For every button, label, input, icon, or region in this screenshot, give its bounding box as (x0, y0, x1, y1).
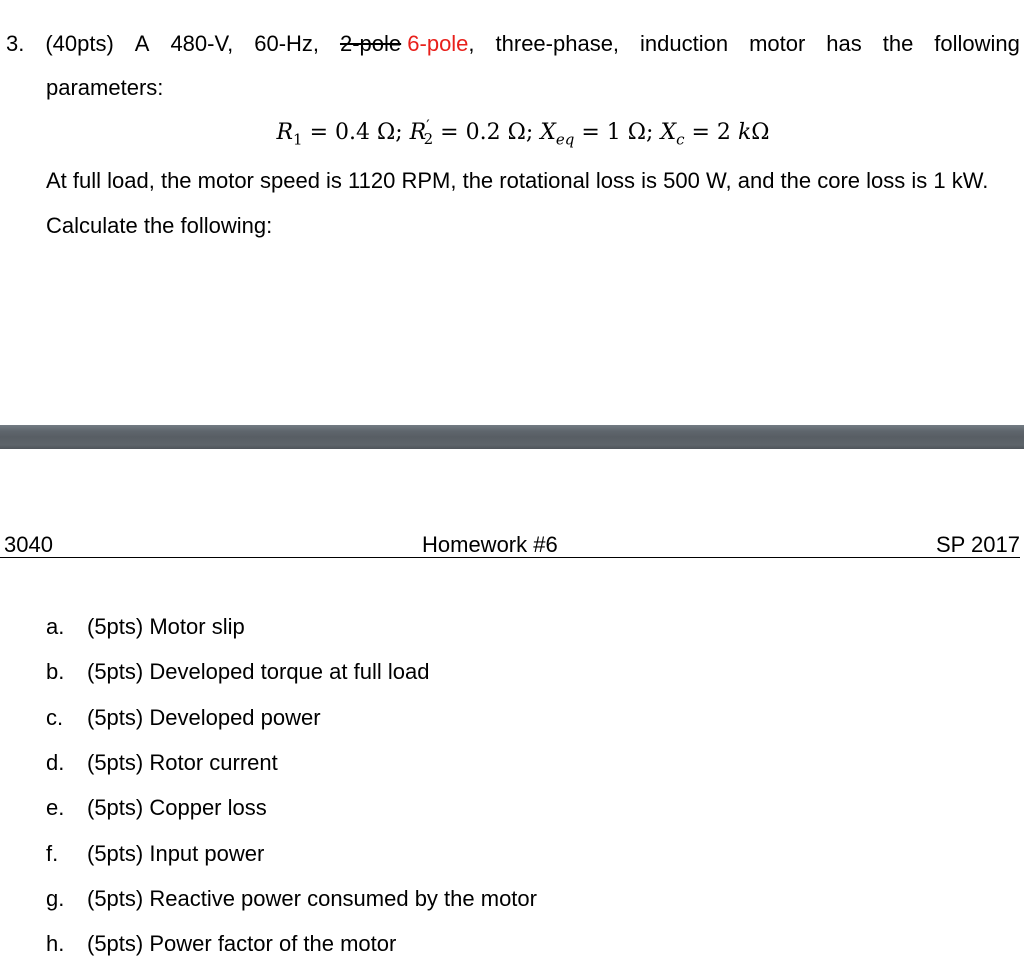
word: 60-Hz, (254, 31, 320, 56)
page-separator (0, 425, 1024, 449)
question-text: (5pts) Input power (87, 841, 265, 866)
r2-prime: ′ (426, 116, 430, 135)
question-text: (5pts) Power factor of the motor (87, 931, 397, 956)
problem-number: 3. (6, 31, 25, 56)
comma: , (468, 31, 475, 56)
word: induction (640, 31, 729, 56)
problem-statement-line (6, 30, 1020, 58)
r1-value: = 0.4 Ω; (302, 120, 410, 145)
xc-symbol: X (660, 120, 677, 145)
xc-subscript: c (676, 130, 685, 149)
problem-points: (40pts) (45, 31, 114, 56)
xeq-value: = 1 Ω; (574, 120, 661, 145)
parameters-label: parameters: (46, 75, 164, 100)
r2-value: = 0.2 Ω; (433, 120, 541, 145)
question-letter: a. (46, 614, 65, 639)
xeq-symbol: X (540, 120, 556, 145)
question-letter: b. (46, 659, 65, 684)
word: following (934, 31, 1020, 56)
calculate-prompt: Calculate the following: (46, 213, 273, 238)
replacement-pole-text: 6-pole (407, 31, 469, 56)
xc-value: = 2 (684, 120, 738, 145)
page-header (0, 533, 1020, 558)
question-letter: f. (46, 841, 59, 866)
xeq-subscript: eq (555, 130, 575, 149)
question-letter: h. (46, 931, 65, 956)
word: has (826, 31, 862, 56)
course-number: 3040 (4, 532, 53, 557)
word: three-phase, (495, 31, 620, 56)
struck-pole-text: 2-pole (339, 31, 402, 56)
word: motor (749, 31, 806, 56)
question-letter: g. (46, 886, 65, 911)
word: A (134, 31, 150, 56)
question-text: (5pts) Motor slip (87, 614, 245, 639)
word: 480-V, (170, 31, 234, 56)
word: the (882, 31, 914, 56)
question-text: (5pts) Rotor current (87, 750, 278, 775)
question-text: (5pts) Copper loss (87, 795, 267, 820)
parameter-equation (0, 118, 1024, 148)
r2-subscript: 2 (423, 130, 434, 149)
full-load-statement: At full load, the motor speed is 1120 RPM, the rotational loss is 500 W, and the core loss is 1 kW. (46, 168, 989, 193)
xc-kilo: k (737, 120, 752, 145)
r1-subscript: 1 (293, 130, 303, 149)
question-letter: e. (46, 795, 65, 820)
question-text: (5pts) Developed power (87, 705, 321, 730)
question-text: (5pts) Reactive power consumed by the motor (87, 886, 537, 911)
r2-symbol: R (409, 120, 427, 145)
pole-count-edit (340, 30, 475, 58)
homework-title: Homework #6 (422, 532, 558, 557)
question-letter: d. (46, 750, 65, 775)
semester-label: SP 2017 (935, 532, 1020, 557)
question-text: (5pts) Developed torque at full load (87, 659, 430, 684)
r1-symbol: R (276, 120, 294, 145)
xc-ohm: Ω (751, 120, 770, 145)
question-letter: c. (46, 705, 64, 730)
